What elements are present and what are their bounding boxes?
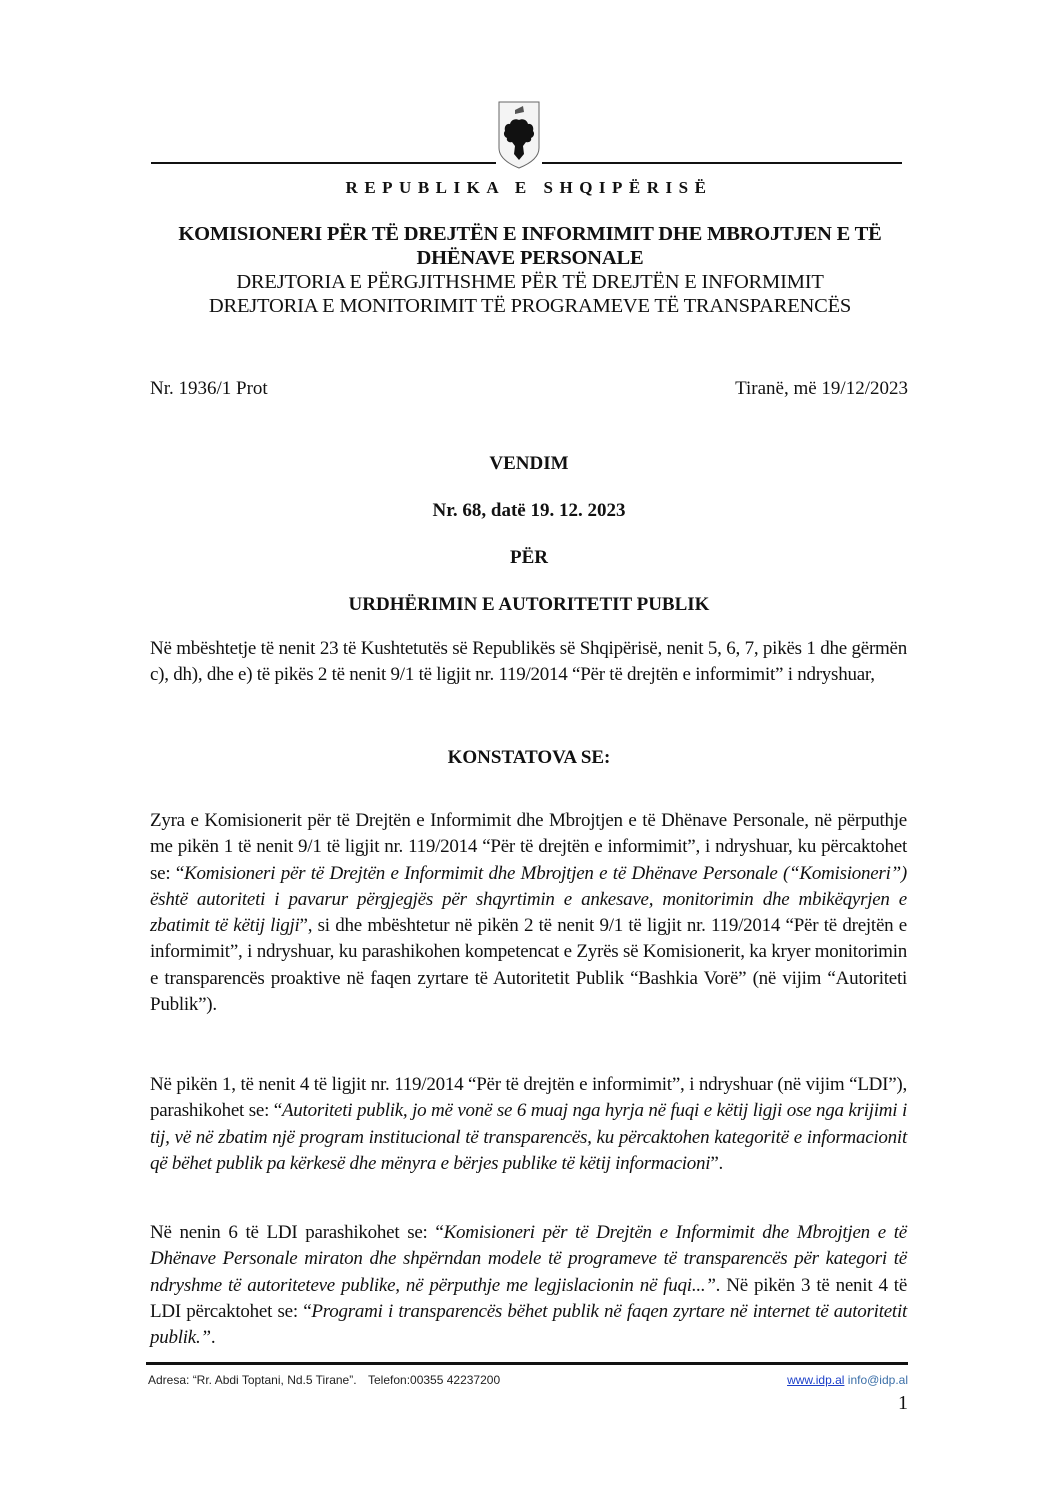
place-date: Tiranë, më 19/12/2023 bbox=[735, 378, 908, 399]
footer-address: Adresa: “Rr. Abdi Toptani, Nd.5 Tirane”. bbox=[148, 1373, 357, 1387]
footer-phone: Telefon:00355 42237200 bbox=[368, 1373, 501, 1387]
section-heading: KONSTATOVA SE: bbox=[447, 747, 611, 768]
decision-per: PËR bbox=[510, 547, 548, 568]
institution-block bbox=[140, 222, 920, 318]
decision-subject: URDHËRIMIN E AUTORITETIT PUBLIK bbox=[348, 594, 710, 615]
finding-paragraph-3 bbox=[150, 1220, 907, 1351]
decision-title: VENDIM bbox=[489, 453, 569, 474]
p3-text-c: . Në pikën 3 të nenit 4 të LDI përcaktohet se: “ bbox=[150, 1274, 907, 1322]
header-rule-right bbox=[542, 162, 902, 164]
institution-name-line2: DHËNAVE PERSONALE bbox=[416, 247, 644, 269]
p3-text-e: . bbox=[210, 1327, 216, 1349]
preamble-paragraph: Në mbështetje të nenit 23 të Kushtetutës së Republikës së Shqipërisë, nenit 5, 6, 7, pikës 1 dhe gërmën c), dh), dhe e) të pikës 2 të nenit 9/1 të ligjit nr. 119/2014 “Për të drejtën e informimit” i ndryshuar, bbox=[150, 638, 907, 686]
email-link[interactable]: info@idp.al bbox=[847, 1373, 908, 1387]
p1-text-c: ”, si dhe mbështetur në pikën 2 të nenit 9/1 të ligjit nr. 119/2014 “Për të drejtën e informimit”, i ndryshuar, ku parashikohen kompetencat e Zyrës së Komisionerit, ka kryer monitorimin e transparencës proaktive në faqen zyrtare të Autoritetit Publik “Bashkia Vorë” (në vijim “Autoriteti Publik”). bbox=[150, 915, 907, 1016]
department-line2: DREJTORIA E MONITORIMIT TË PROGRAMEVE TË TRANSPARENCËS bbox=[208, 295, 852, 317]
albania-coat-of-arms-icon bbox=[497, 100, 541, 170]
p3-quote-2: Programi i transparencës bëhet publik në faqen zyrtare në internet të autoritetit publik.” bbox=[150, 1300, 908, 1349]
p3-quote-1: Komisioneri për të Drejtën e Informimit dhe Mbrojtjen e të Dhënave Personale miraton dhe shpërndan modele të programeve të transparencës për kategori të ndryshme të autoriteteve publike, në përputhje me legjislacionin në fuqi...” bbox=[150, 1222, 907, 1296]
decision-number-date: Nr. 68, datë 19. 12. 2023 bbox=[432, 500, 626, 521]
footer-rule bbox=[146, 1362, 908, 1365]
p2-text-a: Në pikën 1, të nenit 4 të ligjit nr. 119/2014 “Për të drejtën e informimit”, i ndryshuar (në vijim “LDI”), parashikohet se: “ bbox=[150, 1074, 907, 1122]
institution-name-line1: KOMISIONERI PËR TË DREJTËN E INFORMIMIT DHE MBROJTJEN E TË bbox=[178, 223, 882, 245]
website-link[interactable]: www.idp.al bbox=[787, 1373, 845, 1387]
p1-text-a: Zyra e Komisionerit për të Drejtën e Informimit dhe Mbrojtjen e të Dhënave Personale, në përputhje me pikën 1 të nenit 9/1 të ligjit nr. 119/2014 “Për të drejtën e informimit”, i ndryshuar, ku përcaktohet se: “ bbox=[150, 810, 907, 884]
finding-paragraph-1 bbox=[150, 808, 907, 1018]
p3-text-a: Në nenin 6 të LDI parashikohet se: “ bbox=[150, 1222, 444, 1243]
page-number: 1 bbox=[898, 1392, 908, 1414]
p1-quote: Komisioneri për të Drejtën e Informimit dhe Mbrojtjen e të Dhënave Personale (“Komisioneri”) është autoriteti i pavarur përgjegjës për shqyrtimin e ankesave, monitorimin dhe mbikëqyrjen e zbatimit të këtij ligji bbox=[150, 862, 908, 937]
p2-quote: Autoriteti publik, jo më vonë se 6 muaj nga hyrja në fuqi e këtij ligji ose nga krijimi i tij, vë në zbatim një program institucional të transparencës, ku përcaktohen kategoritë e informacionit që bëhet publik pa kërkesë dhe mënyra e bërjes publike të këtij informacioni bbox=[150, 1100, 907, 1174]
header-rule-left bbox=[151, 162, 496, 164]
finding-paragraph-2 bbox=[150, 1072, 907, 1177]
p2-text-c: ”. bbox=[710, 1152, 723, 1174]
department-line1: DREJTORIA E PËRGJITHSHME PËR TË DREJTËN E INFORMIMIT bbox=[236, 271, 824, 293]
footer-links bbox=[787, 1373, 908, 1387]
protocol-number: Nr. 1936/1 Prot bbox=[150, 378, 268, 399]
republic-title: REPUBLIKA E SHQIPËRISË bbox=[345, 178, 713, 197]
